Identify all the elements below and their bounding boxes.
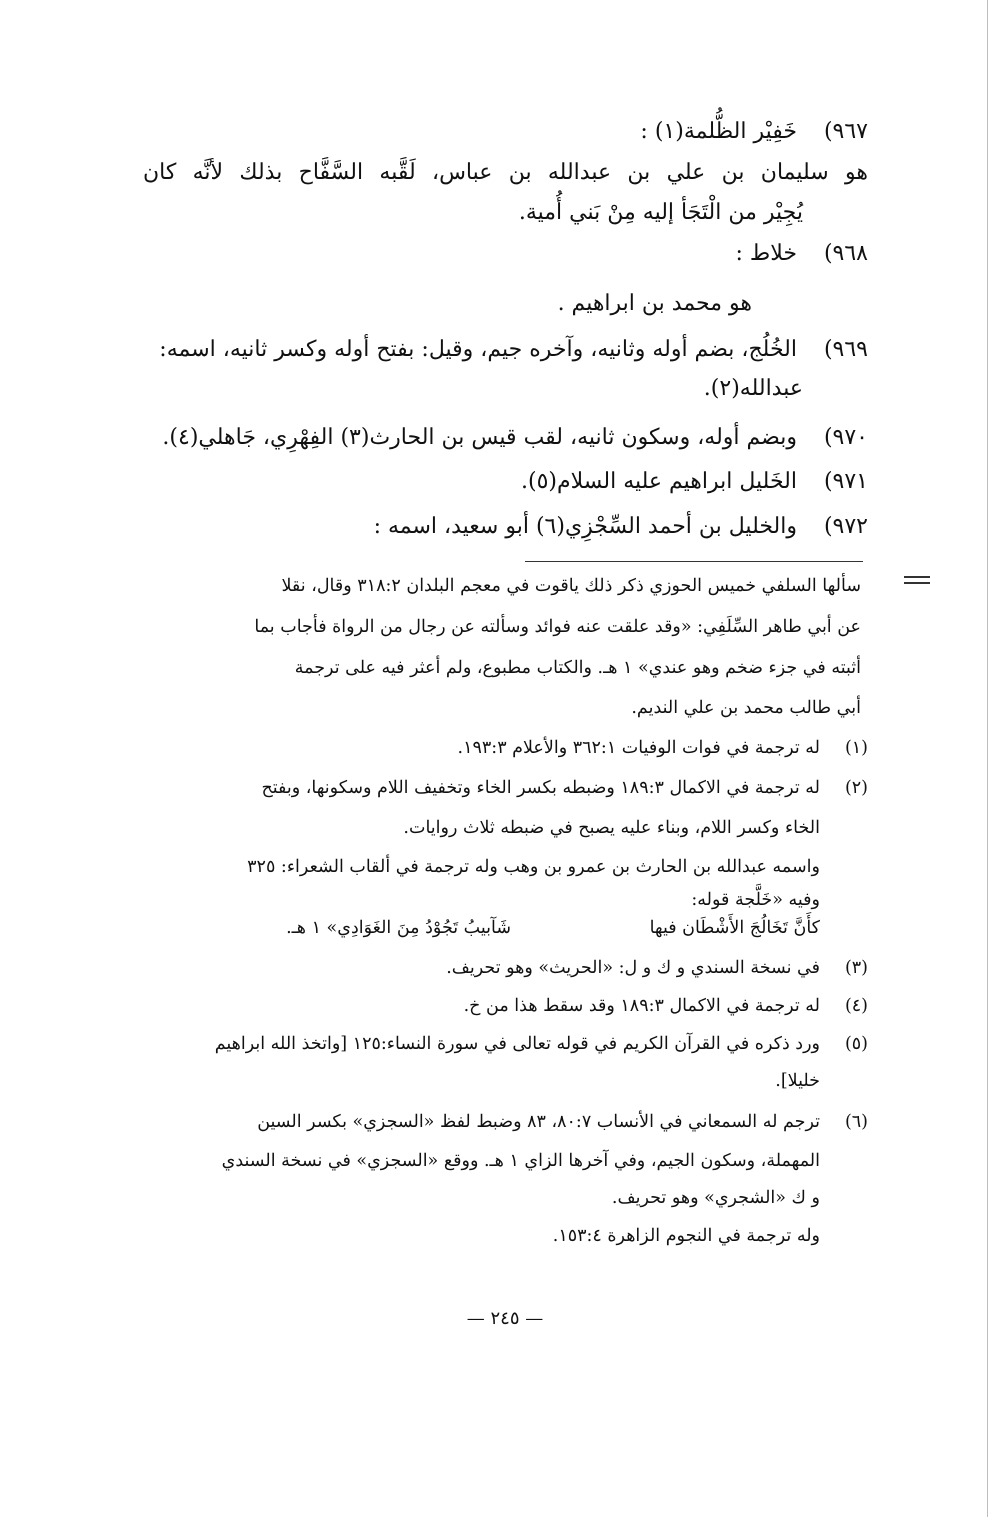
footnote-2-line-2: الخاء وكسر اللام، وبناء عليه يصبح في ضبطه ثلاث روايات. [403, 818, 820, 838]
entry-text: خَفِيْر الظُّلمة(١) : [640, 119, 797, 144]
footnote-2-verse-first-hemistich: كأَنَّ تَخَالُجَ الأَشْطَان فيها [649, 918, 820, 938]
footnote-intro-line-1: سألها السلفي خميس الحوزي ذكر ذلك ياقوت في معجم البلدان ٣١٨:٢ وقال، نقلا [281, 576, 861, 596]
entry-969-line-2: عبدالله(٢). [703, 376, 803, 401]
footnote-6-line-1: ترجم له السمعاني في الأنساب ٨٠:٧، ٨٣ وضبط لفظ «السجزي» بكسر السين [257, 1112, 820, 1132]
footnote-number: (٥) [844, 1034, 868, 1054]
footnote-number: (١) [844, 738, 868, 758]
footnote-5-line-2: خليلا]. [775, 1071, 820, 1091]
page-number: — ٢٤٥ — [466, 1308, 544, 1329]
entry-number: ٩٦٩) [823, 337, 868, 362]
entry-969 [143, 338, 868, 362]
entry-972 [143, 515, 868, 539]
entry-text: وبضم أوله، وسكون ثانيه، لقب قيس بن الحارث(٣) الفِهْرِي، جَاهلي(٤). [162, 425, 797, 450]
entry-text: والخليل بن أحمد السِّجْزِي(٦) أبو سعيد، اسمه : [373, 514, 797, 539]
footnote-2-line-1: له ترجمة في الاكمال ١٨٩:٣ وضبطه بكسر الخاء وتخفيف اللام وسكونها، وبفتح [261, 778, 820, 798]
footnote-separator [525, 561, 863, 562]
footnote-2-verse-second-hemistich: شَآبيبُ تَجُوْدُ مِنَ الغَوَادِي» ١ هـ. [286, 918, 511, 938]
footnote-intro-line-4: أبي طالب محمد بن علي النديم. [631, 698, 861, 718]
footnote-6-line-3: و ك «الشجري» وهو تحريف. [611, 1188, 820, 1208]
entry-968-body: هو محمد بن ابراهيم . [557, 291, 752, 316]
footnote-3-line-1: في نسخة السندي و ك و ل: «الحريث» وهو تحريف. [446, 958, 820, 978]
footnote-6-line-4: وله ترجمة في النجوم الزاهرة ١٥٣:٤. [552, 1226, 820, 1246]
scan-edge-line [987, 0, 988, 1517]
footnote-intro-line-2: عن أبي طاهر السِّلَفِي: «وقد علقت عنه فوائد وسألته عن رجال من الرواة فأجاب بما [254, 617, 861, 637]
footnote-1-line-1: له ترجمة في فوات الوفيات ٣٦٢:١ والأعلام ١٩٣:٣. [457, 738, 820, 758]
footnote-number: (٣) [844, 958, 868, 978]
entry-967-body-line-2: يُجِيْر من الْتَجَأ إليه مِنْ بَني أُمية. [518, 200, 803, 225]
footnote-2-line-3: واسمه عبدالله بن الحارث بن عمرو بن وهب وله ترجمة في ألقاب الشعراء: ٣٢٥ [247, 857, 820, 877]
entry-number: ٩٦٨) [823, 241, 868, 266]
entry-968 [143, 242, 868, 266]
footnote-number: (٤) [844, 996, 868, 1016]
entry-971 [143, 470, 868, 494]
footnote-intro-line-3: أثبته في جزء ضخم وهو عندي» ١ هـ. والكتاب مطبوع، ولم أعثر فيه على ترجمة [294, 658, 861, 678]
entry-text: الخُلُج، بضم أوله وثانيه، وآخره جيم، وقيل: بفتح أوله وكسر ثانيه، اسمه: [159, 337, 797, 362]
entry-number: ٩٧١) [823, 469, 868, 494]
entry-967-body-line-1: هو سليمان بن علي بن عبدالله بن عباس، لَقَّبه السَّفَّاح بذلك لأنَّه كان [143, 160, 868, 185]
entry-967 [143, 120, 868, 144]
entry-number: ٩٧٢) [823, 514, 868, 539]
entry-text: خلاط : [735, 241, 797, 266]
footnote-number: (٦) [844, 1112, 868, 1132]
footnote-number: (٢) [844, 778, 868, 798]
footnote-5-line-1: ورد ذكره في القرآن الكريم في قوله تعالى في سورة النساء:١٢٥ [واتخذ الله ابراهيم [214, 1034, 820, 1054]
entry-number: ٩٧٠) [823, 425, 868, 450]
margin-mark [904, 576, 930, 588]
footnote-2-line-4: وفيه «خَلَّجة قوله: [691, 890, 820, 910]
entry-text: الخَليل ابراهيم عليه السلام(٥). [521, 469, 797, 494]
footnote-4-line-1: له ترجمة في الاكمال ١٨٩:٣ وقد سقط هذا من خ. [463, 996, 820, 1016]
entry-970 [143, 426, 868, 450]
entry-number: ٩٦٧) [823, 119, 868, 144]
footnote-6-line-2: المهملة، وسكون الجيم، وفي آخرها الزاي ١ هـ. ووقع «السجزي» في نسخة السندي [221, 1151, 820, 1171]
